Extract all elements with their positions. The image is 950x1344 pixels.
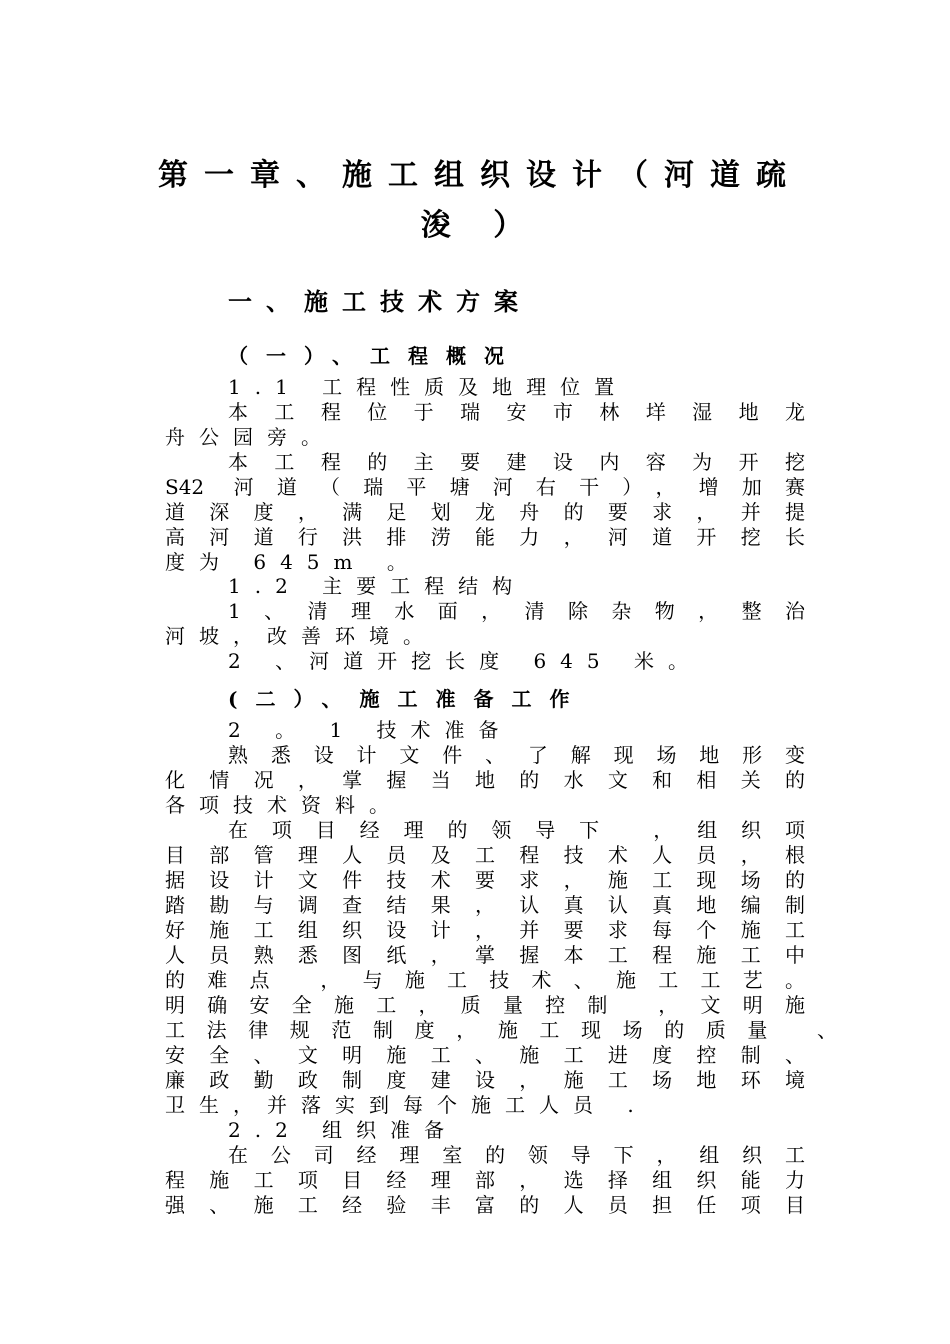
- text-line: 2 、河道开挖长度 645 米。: [228, 649, 702, 673]
- chapter-title-line2: 浚 ）: [420, 208, 540, 243]
- text-line: 度为 645m 。: [165, 550, 421, 574]
- text-line: 廉政勤政制度建设，施工场地环境: [165, 1068, 805, 1092]
- text-line: 道深度，满足划龙舟的要求，并提: [165, 500, 805, 524]
- chapter-title-line1: 第一章、施工组织设计（河道疏: [158, 158, 802, 193]
- text-line: 工法律规范制度，施工现场的质量 、: [165, 1018, 837, 1042]
- text-line: S42 河道（瑞平塘河右干），增加赛: [165, 475, 805, 499]
- text-line: 在公司经理室的领导下，组织工: [228, 1143, 805, 1167]
- heading-1-2: 1.2 主要工程结构: [228, 574, 527, 598]
- text-line: 各项技术资料。: [165, 793, 403, 817]
- text-line: 河坡，改善环境。: [165, 624, 437, 648]
- heading-1-1: 1.1 工程性质及地理位置: [228, 375, 629, 399]
- text-line: 熟悉设计文件、了解现场地形变: [228, 743, 805, 767]
- text-line: 舟公园旁。: [165, 425, 335, 449]
- subsection-heading-1: （一）、工程概况: [228, 344, 522, 368]
- text-line: 强、施工经验丰富的人员担任项目: [165, 1193, 805, 1217]
- text-line: 1、清理水面，清除杂物，整治: [228, 599, 805, 623]
- text-line: 安全、文明施工、施工进度控制、: [165, 1043, 805, 1067]
- text-line: 本工程的主要建设内容为开挖: [228, 450, 805, 474]
- text-line: 在项目经理的领导下 ，组织项: [228, 818, 805, 842]
- text-line: 卫生，并落实到每个施工人员 .: [165, 1093, 648, 1117]
- heading-2-1: 2 。 1 技术准备: [228, 718, 513, 742]
- text-line: 化情况，掌握当地的水文和相关的: [165, 768, 805, 792]
- subsection-heading-2: (二）、施工准备工作: [228, 687, 588, 711]
- heading-2-2: 2.2 组织准备: [228, 1118, 459, 1142]
- text-line: 本工程位于瑞安市林垟湿地龙: [228, 400, 805, 424]
- text-line: 明确安全施工，质量控制 ，文明施: [165, 993, 805, 1017]
- section-heading: 一、施工技术方案: [228, 287, 532, 316]
- text-line: 目部管理人员及工程技术人员，根: [165, 843, 805, 867]
- text-line: 据设计文件技术要求，施工现场的: [165, 868, 805, 892]
- text-line: 的难点 ，与施工技术、施工工艺。: [165, 968, 805, 992]
- text-line: 踏勘与调查结果，认真认真地编制: [165, 893, 805, 917]
- text-line: 好施工组织设计，并要求每个施工: [165, 918, 805, 942]
- text-line: 高河道行洪排涝能力，河道开挖长: [165, 525, 805, 549]
- text-line: 人员熟悉图纸，掌握本工程施工中: [165, 943, 805, 967]
- text-line: 程施工项目经理部，选择组织能力: [165, 1168, 805, 1192]
